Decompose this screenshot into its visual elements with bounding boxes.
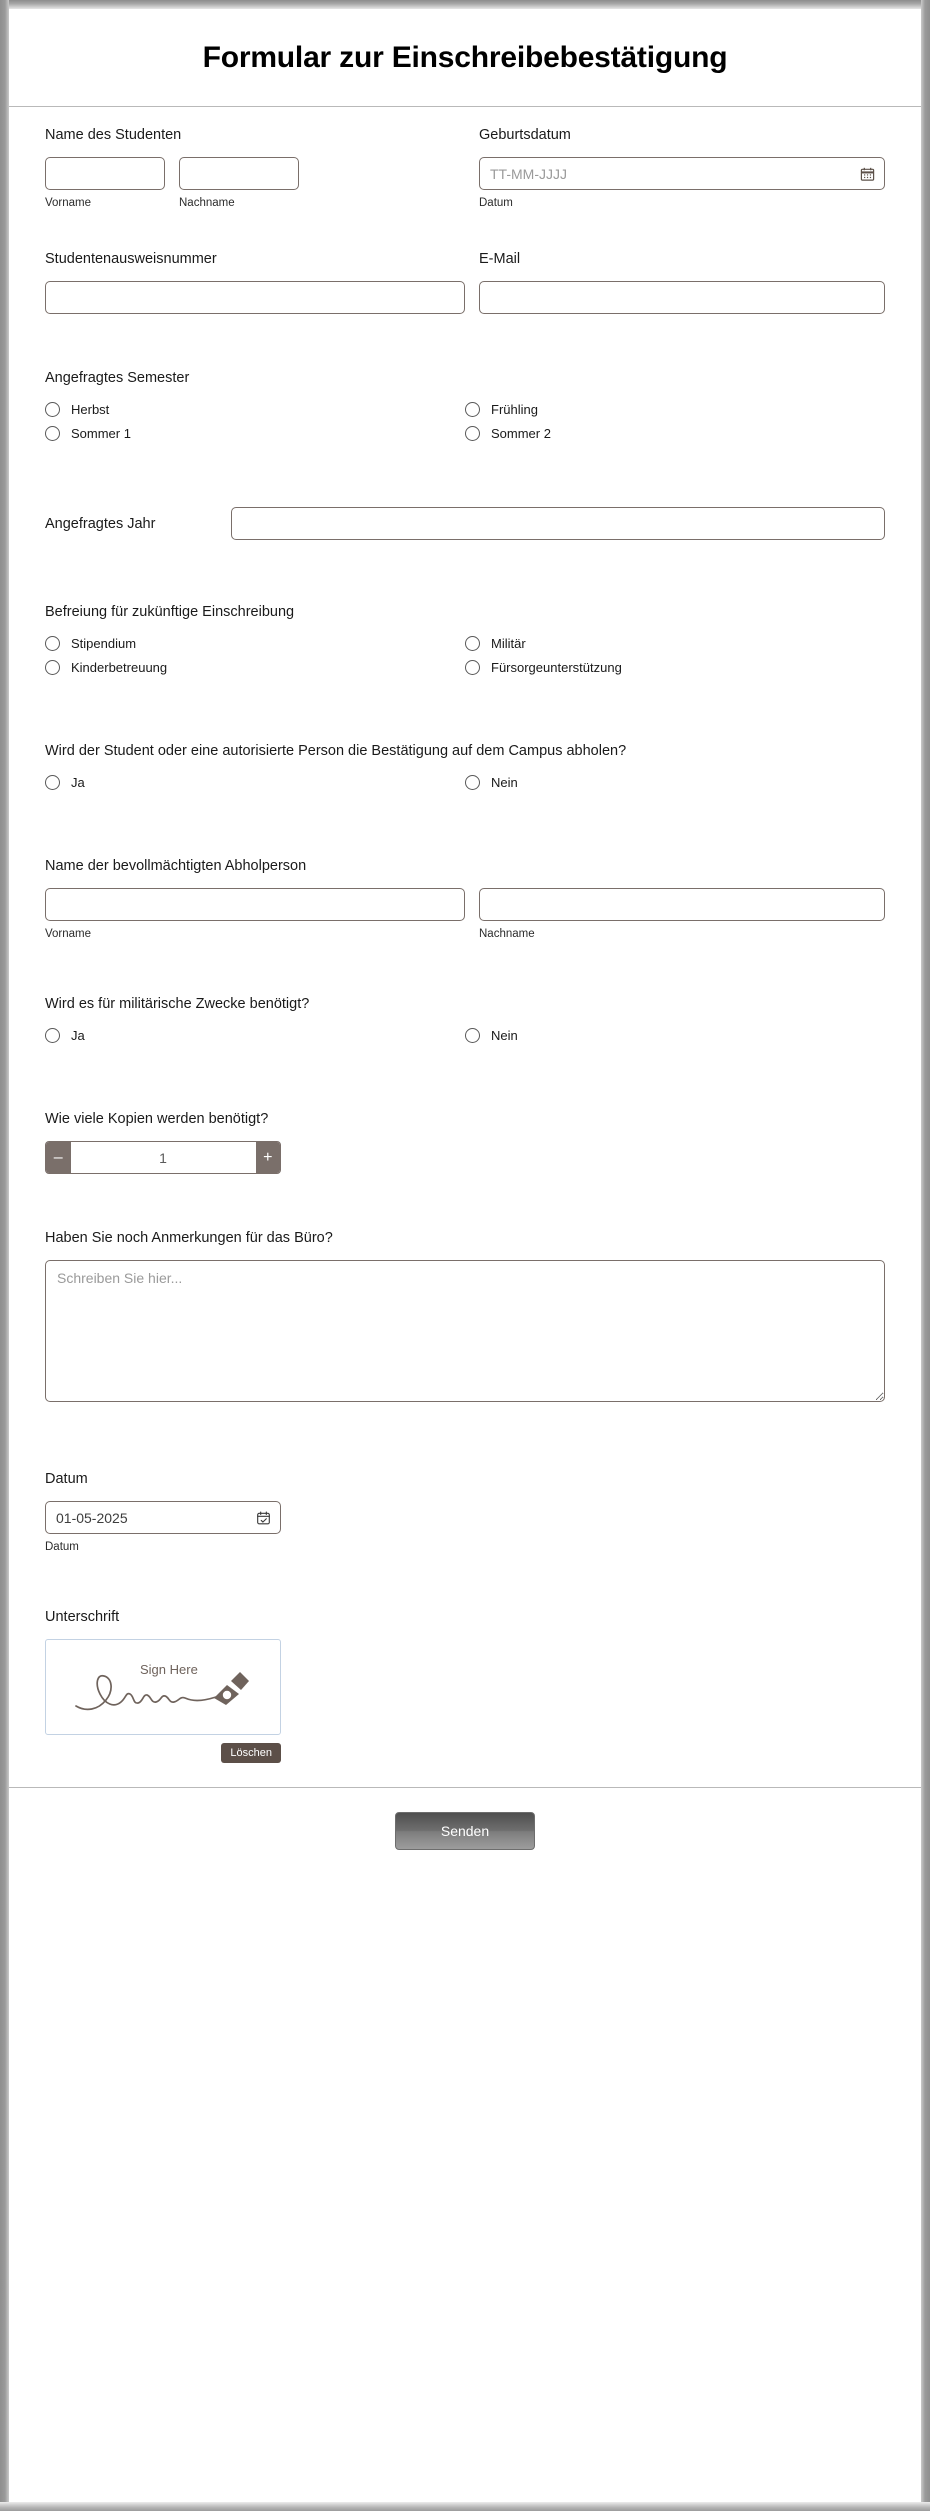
spacer [45,467,885,489]
name-birthdate-section [45,107,885,209]
comments-label: Haben Sie noch Anmerkungen für das Büro? [45,1230,333,1246]
spacer [45,1407,885,1429]
radio-circle-icon [465,426,480,441]
copies-input[interactable] [71,1142,256,1173]
pickup-person-first-name-cell [45,888,465,940]
signature-actions [45,1743,281,1763]
semester-option-sommer-2[interactable] [465,421,885,445]
email-label: E-Mail [479,251,521,267]
student-first-name-input[interactable] [45,157,165,190]
birthdate-input[interactable] [479,157,885,190]
radio-circle-icon [465,402,480,417]
radio-circle-icon [465,775,480,790]
exemption-option-militaer[interactable] [465,631,885,655]
semester-label: Angefragtes Semester [45,370,190,386]
decrement-button[interactable]: – [46,1142,71,1173]
radio-circle-icon [45,426,60,441]
spacer [45,314,885,336]
semester-option-fruehling[interactable] [465,397,885,421]
radio-circle-icon [45,1028,60,1043]
quantity-stepper [45,1141,281,1174]
spacer [45,701,885,723]
form-footer [9,1787,921,1873]
campus-pickup-option-label: Nein [491,774,518,790]
student-id-label: Studentenausweisnummer [45,251,217,267]
spacer [45,679,885,701]
radio-circle-icon [465,1028,480,1043]
exemption-option-fuersorgeunterstuetzung[interactable] [465,655,885,679]
student-id-field [45,249,465,314]
comments-textarea[interactable] [45,1260,885,1402]
year-label: Angefragtes Jahr [45,515,156,532]
student-id-input[interactable] [45,281,465,314]
military-purpose-radio-group [45,1023,885,1047]
signature-placeholder-graphic [68,1656,258,1718]
increment-button[interactable]: + [256,1142,281,1173]
semester-option-label: Herbst [71,401,110,417]
spacer [45,1174,885,1196]
student-name-label: Name des Studenten [45,127,182,143]
form-container [9,9,921,2502]
military-purpose-option-label: Ja [71,1027,85,1043]
semester-section [45,350,885,445]
radio-circle-icon [465,660,480,675]
military-purpose-option-nein[interactable] [465,1023,885,1047]
semester-radio-group [45,397,885,445]
page-title: Formular zur Einschreibebestätigung [202,40,728,74]
radio-circle-icon [465,636,480,651]
student-name-field [45,125,465,209]
email-input[interactable] [479,281,885,314]
exemption-option-kinderbetreuung[interactable] [45,655,465,679]
email-field [465,249,885,314]
semester-option-label: Sommer 1 [71,425,131,441]
pickup-person-last-name-input[interactable] [479,888,885,921]
student-last-name-sublabel: Nachname [179,197,235,209]
campus-pickup-option-label: Ja [71,774,85,790]
year-input[interactable] [231,507,885,540]
spacer [45,1069,885,1091]
spacer [45,1429,885,1451]
student-first-name-cell [45,157,165,209]
radio-circle-icon [45,402,60,417]
student-last-name-input[interactable] [179,157,299,190]
comments-section [45,1210,885,1407]
form-body [9,107,921,1763]
exemption-radio-group [45,631,885,679]
signature-pad[interactable] [45,1639,281,1735]
exemption-option-label: Kinderbetreuung [71,659,168,675]
birthdate-label: Geburtsdatum [479,127,571,143]
spacer [45,445,885,467]
signature-section [45,1589,885,1763]
window-edge-bottom [0,2502,930,2511]
military-purpose-option-label: Nein [491,1027,518,1043]
spacer [45,1553,885,1575]
date-section [45,1451,885,1553]
sign-here-hint: Sign Here [140,1662,198,1677]
exemption-option-label: Stipendium [71,635,137,651]
student-first-name-sublabel: Vorname [45,197,92,209]
exemption-option-label: Fürsorgeunterstützung [491,659,622,675]
student-last-name-cell [179,157,299,209]
spacer [45,562,885,584]
campus-pickup-section [45,723,885,794]
copies-section [45,1091,885,1174]
birthdate-field [465,125,885,209]
spacer [45,962,885,976]
year-section [45,489,885,540]
semester-option-label: Frühling [491,401,538,417]
radio-circle-icon [45,636,60,651]
radio-circle-icon [45,775,60,790]
form-header [9,9,921,107]
campus-pickup-radio-group [45,770,885,794]
pickup-person-first-name-input[interactable] [45,888,465,921]
exemption-section [45,584,885,679]
military-purpose-label: Wird es für militärische Zwecke benötigt? [45,996,310,1012]
clear-signature-button[interactable]: Löschen [221,1743,281,1763]
campus-pickup-option-ja[interactable] [45,770,465,794]
spacer [45,816,885,838]
date-input[interactable] [45,1501,281,1534]
window-edge-right [921,0,930,2511]
semester-option-sommer-1[interactable] [45,421,465,445]
radio-circle-icon [45,660,60,675]
pickup-person-last-name-cell [465,888,885,940]
spacer [45,336,885,350]
submit-button[interactable]: Senden [395,1812,535,1850]
window-edge-left [0,0,9,2511]
spacer [45,209,885,231]
campus-pickup-option-nein[interactable] [465,770,885,794]
military-purpose-section [45,976,885,1047]
military-purpose-option-ja[interactable] [45,1023,465,1047]
date-sublabel: Datum [45,1541,79,1553]
spacer [45,1047,885,1069]
exemption-label: Befreiung für zukünftige Einschreibung [45,604,295,620]
exemption-option-label: Militär [491,635,526,651]
spacer [45,1575,885,1589]
spacer [45,940,885,962]
campus-pickup-label: Wird der Student oder eine autorisierte Person die Bestätigung auf dem Campus abholen? [45,743,627,759]
signature-label: Unterschrift [45,1609,120,1625]
semester-option-herbst[interactable] [45,397,465,421]
spacer [45,794,885,816]
pickup-person-section [45,838,885,940]
pickup-person-first-name-sublabel: Vorname [45,928,92,940]
pickup-person-label: Name der bevollmächtigten Abholperson [45,858,307,874]
id-email-section [45,231,885,314]
exemption-option-stipendium[interactable] [45,631,465,655]
copies-label: Wie viele Kopien werden benötigt? [45,1111,269,1127]
spacer [45,1196,885,1210]
date-label: Datum [45,1471,88,1487]
semester-option-label: Sommer 2 [491,425,551,441]
spacer [45,540,885,562]
window-edge-top [0,0,930,9]
pickup-person-last-name-sublabel: Nachname [479,928,535,940]
birthdate-sublabel: Datum [479,197,513,209]
